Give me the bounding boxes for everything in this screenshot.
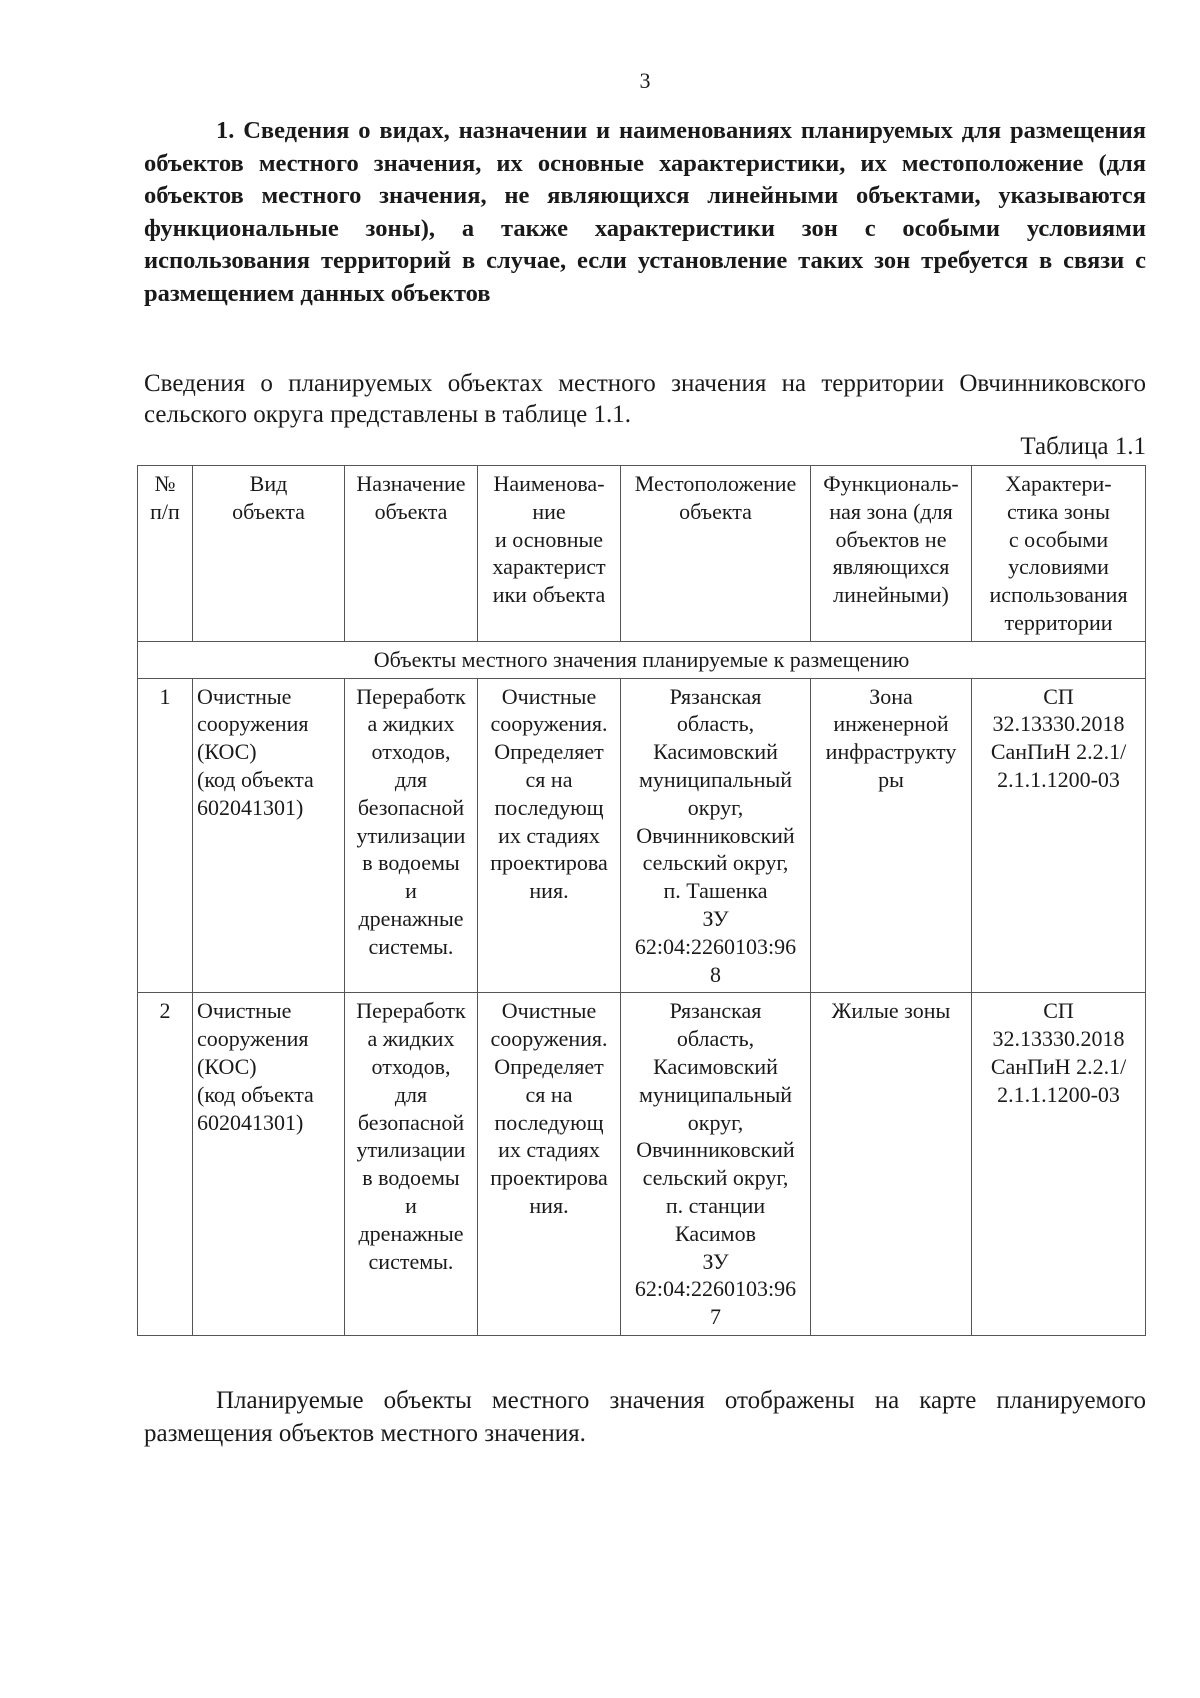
cell-line: а жидких	[367, 1026, 455, 1052]
cell-type	[193, 678, 345, 993]
cell-line: для	[394, 1081, 428, 1107]
cell-line: системы.	[368, 1248, 454, 1274]
cell-line: 32.13330.2018	[992, 1026, 1125, 1052]
cell-line: линейными)	[833, 582, 949, 608]
cell-line: их стадиях	[498, 1137, 600, 1163]
cell-line: Очистные	[501, 998, 597, 1024]
cell-name	[478, 678, 621, 993]
cell-line: область,	[676, 711, 755, 737]
cell-line: сельский округ,	[642, 1165, 789, 1191]
cell-line: СанПиН 2.2.1/	[990, 739, 1127, 765]
cell-line: 32.13330.2018	[992, 711, 1125, 737]
header-cell-zone	[811, 466, 972, 642]
cell-line: объекта	[232, 498, 305, 524]
cell-line: Наименова-	[493, 471, 605, 496]
cell-line: Очистные	[197, 683, 292, 709]
cell-line: последующ	[494, 1109, 604, 1135]
header-cell-name	[478, 466, 621, 642]
cell-name	[478, 993, 621, 1336]
cell-line: характерист	[492, 554, 606, 580]
cell-line: Переработк	[356, 998, 466, 1024]
cell-line: №	[154, 471, 176, 496]
section-heading: 1. Сведения о видах, назначении и наименованиях планируемых для размещения объектов местного значения, их основные характеристики, их местоположение (для объектов местного значения, не являющихся линейными объектами, указываются функциональные зоны), а также характеристики зон с особыми условиями использования территорий в случае, если установление таких зон требуется в связи с размещением данных объектов	[144, 117, 1146, 307]
cell-line: ния.	[529, 1192, 569, 1218]
cell-line: с особыми	[1008, 526, 1109, 552]
cell-line: ся на	[525, 766, 573, 792]
cell-line: Определяет	[494, 739, 604, 765]
cell-line: сооружения	[197, 711, 309, 737]
cell-line: 2.1.1.1200-03	[997, 766, 1120, 792]
cell-line: Очистные	[501, 683, 597, 709]
cell-line: являющихся	[832, 554, 950, 580]
cell-line: отходов,	[371, 1053, 451, 1079]
cell-line: область,	[676, 1026, 755, 1052]
cell-line: а жидких	[367, 711, 455, 737]
cell-line: ная зона (для	[829, 498, 953, 524]
cell-line: Овчинниковский	[636, 1137, 795, 1163]
cell-line: для	[394, 766, 428, 792]
cell-line: Рязанская	[669, 683, 762, 709]
cell-line: ры	[878, 766, 904, 792]
cell-zone-char	[972, 993, 1146, 1336]
cell-line: п. станции	[665, 1192, 766, 1218]
cell-line: ние	[532, 498, 566, 524]
cell-line: стика зоны	[1007, 498, 1110, 524]
cell-line: Характери-	[1005, 471, 1112, 496]
cell-line: (КОС)	[197, 739, 257, 765]
cell-line: ики объекта	[492, 582, 606, 608]
cell-line: Очистные	[197, 998, 292, 1024]
table-caption: Таблица 1.1	[1020, 433, 1146, 460]
table-row	[138, 678, 1146, 993]
cell-line: муниципальный	[638, 1081, 793, 1107]
cell-line: безопасной	[357, 794, 465, 820]
cell-line: Касимовский	[653, 1053, 778, 1079]
cell-line: Назначение	[356, 471, 466, 496]
cell-line: их стадиях	[498, 822, 600, 848]
cell-line: Жилые зоны	[831, 998, 951, 1024]
cell-line: и основные	[494, 526, 604, 552]
cell-line: дренажные	[358, 1220, 464, 1246]
cell-purpose	[345, 993, 478, 1336]
cell-line: (код объекта	[197, 1081, 314, 1107]
table-header-row	[138, 466, 1146, 642]
cell-line: безопасной	[357, 1109, 465, 1135]
cell-line: п. Ташенка	[663, 878, 768, 904]
header-cell-zone-char	[972, 466, 1146, 642]
cell-line: 62:04:2260103:96	[634, 933, 797, 959]
cell-line: Касимовский	[653, 739, 778, 765]
table-row	[138, 993, 1146, 1336]
cell-line: п/п	[150, 498, 180, 524]
cell-line: сооружения.	[490, 711, 608, 737]
cell-purpose	[345, 678, 478, 993]
cell-line: 7	[710, 1304, 721, 1330]
cell-line: территории	[1004, 609, 1113, 635]
cell-line: 602041301)	[197, 1109, 304, 1135]
cell-line: условиями	[1008, 554, 1109, 580]
cell-line: объекта	[374, 498, 448, 524]
cell-zone	[811, 993, 972, 1336]
cell-line: округ,	[687, 794, 744, 820]
cell-line: отходов,	[371, 739, 451, 765]
cell-line: проектирова	[490, 850, 608, 876]
cell-line: ЗУ	[702, 905, 729, 931]
cell-line: Овчинниковский	[636, 822, 795, 848]
cell-line: дренажные	[358, 905, 464, 931]
cell-line: муниципальный	[638, 766, 793, 792]
cell-line: инфраструкту	[825, 739, 957, 765]
cell-line: системы.	[368, 933, 454, 959]
cell-line: инженерной	[833, 711, 949, 737]
cell-line: ся на	[525, 1081, 573, 1107]
header-cell-type	[193, 466, 345, 642]
header-cell-location	[621, 466, 811, 642]
cell-line: 602041301)	[197, 794, 304, 820]
cell-line: Функциональ-	[823, 471, 959, 496]
cell-line: Зона	[869, 683, 913, 709]
cell-zone	[811, 678, 972, 993]
cell-line: СП	[1043, 683, 1074, 709]
intro-paragraph: Сведения о планируемых объектах местного значения на территории Овчинниковского сельского округа представлены в таблице 1.1.	[144, 370, 1146, 428]
cell-zone-char	[972, 678, 1146, 993]
cell-line: ЗУ	[702, 1248, 729, 1274]
cell-line: сельский округ,	[642, 850, 789, 876]
cell-line: 8	[710, 961, 721, 987]
header-cell-num	[138, 466, 193, 642]
cell-line: утилизации	[356, 1137, 466, 1163]
cell-line: утилизации	[356, 822, 466, 848]
header-cell-purpose	[345, 466, 478, 642]
cell-line: проектирова	[490, 1165, 608, 1191]
cell-line: ния.	[529, 878, 569, 904]
cell-line: СП	[1043, 998, 1074, 1024]
cell-line: Местоположение	[634, 471, 797, 496]
cell-line: последующ	[494, 794, 604, 820]
cell-line: округ,	[687, 1109, 744, 1135]
cell-line: СанПиН 2.2.1/	[990, 1053, 1127, 1079]
cell-line: Вид	[249, 471, 288, 496]
cell-line: (КОС)	[197, 1053, 257, 1079]
cell-line: в водоемы	[362, 1165, 460, 1191]
cell-line: 62:04:2260103:96	[634, 1276, 797, 1302]
cell-line: и	[405, 1192, 417, 1218]
cell-line: объекта	[679, 498, 752, 524]
cell-line: в водоемы	[362, 850, 460, 876]
cell-type	[193, 993, 345, 1336]
cell-line: Определяет	[494, 1053, 604, 1079]
cell-line: сооружения	[197, 1026, 309, 1052]
page-number: 3	[639, 68, 651, 93]
objects-table	[137, 465, 1146, 1336]
cell-line: (код объекта	[197, 766, 314, 792]
section-title: Объекты местного значения планируемые к размещению	[138, 641, 1146, 678]
cell-line: и	[405, 878, 417, 904]
cell-location	[621, 678, 811, 993]
cell-line: сооружения.	[490, 1026, 608, 1052]
cell-line: Рязанская	[669, 998, 762, 1024]
cell-num: 2	[138, 993, 193, 1336]
conclusion-paragraph: Планируемые объекты местного значения отображены на карте планируемого размещения объектов местного значения.	[144, 1387, 1146, 1447]
cell-line: объектов не	[835, 526, 947, 552]
table-section-row	[138, 641, 1146, 678]
cell-num: 1	[138, 678, 193, 993]
cell-line: Касимов	[675, 1220, 756, 1246]
cell-location	[621, 993, 811, 1336]
cell-line: использования	[989, 582, 1128, 608]
cell-line: Переработк	[356, 683, 466, 709]
cell-line: 2.1.1.1200-03	[997, 1081, 1120, 1107]
